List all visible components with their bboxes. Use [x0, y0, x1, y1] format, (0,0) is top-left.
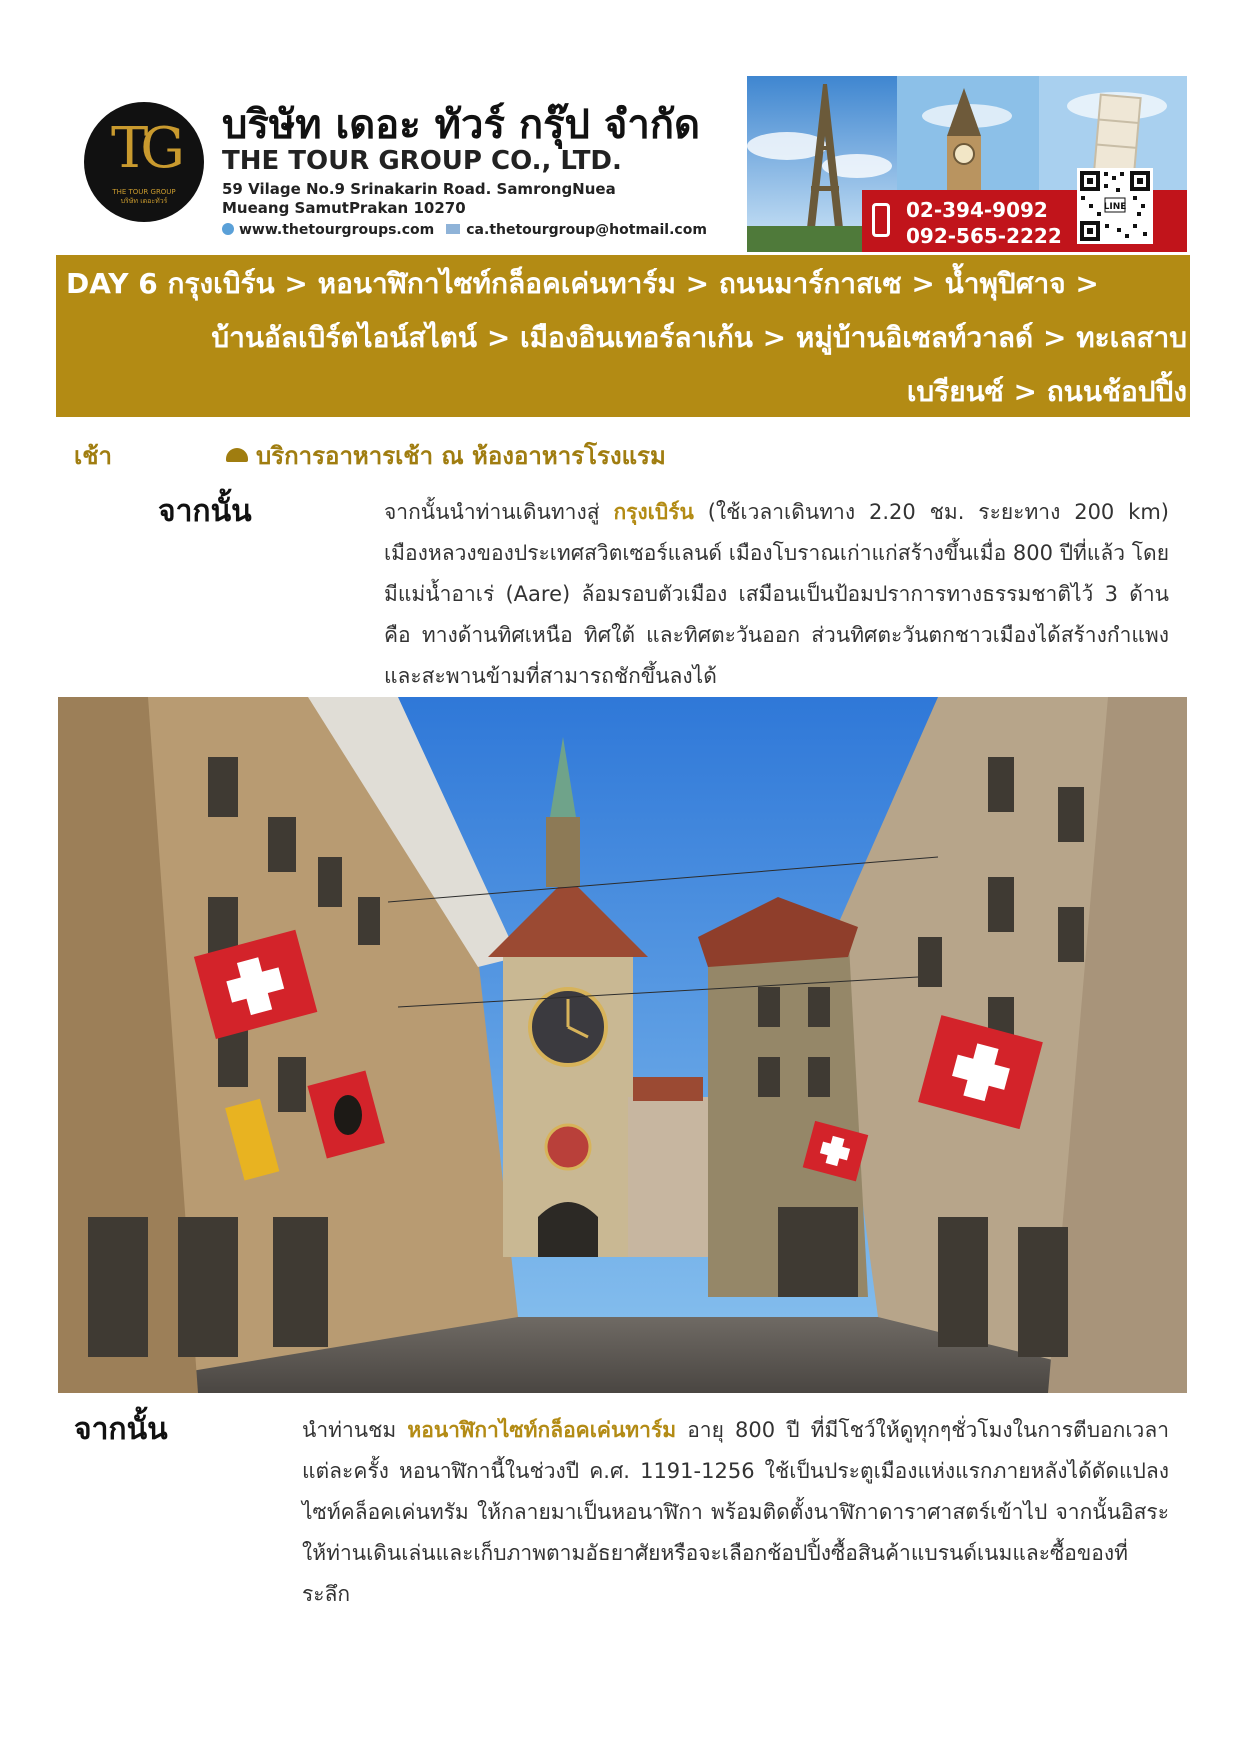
section-1-label: จากนั้น [158, 494, 252, 529]
company-logo [84, 102, 204, 222]
line-qr-code[interactable] [1077, 168, 1153, 244]
section-2-highlight: หอนาฬิกาไซท์กล็อคเค่นทาร์ม [407, 1418, 677, 1442]
breakfast-info [226, 436, 666, 475]
section-1-text-after: (ใช้เวลาเดินทาง 2.20 ชม. ระยะทาง 200 km) เมืองหลวงของประเทศสวิตเซอร์แลนด์ เมืองโบราณเก่าแก่สร้างขึ้นเมื่อ 800 ปีที่แล้ว โดยมีแม่น้ำอาเร่ (Aare) ล้อมรอบตัวเมือง เสมือนเป็นป้อมปราการทางธรรมชาติไว้ 3 ด้าน คือ ทางด้านทิศเหนือ ทิศใต้ และทิศตะวันออก ส่วนทิศตะวันตกชาวเมืองได้สร้างกำแพง และสะพานข้ามที่สามารถชักขึ้นลงได้ [384, 500, 1169, 688]
globe-icon [222, 223, 234, 235]
company-name-thai: บริษัท เดอะ ทัวร์ กรุ๊ป จำกัด [222, 102, 700, 148]
logo-text: TG [110, 116, 178, 181]
section-1-text-before: จากนั้นนำท่านเดินทางสู่ [384, 500, 614, 524]
section-2-paragraph [302, 1410, 1169, 1615]
logo-subtext: THE TOUR GROUP บริษัท เดอะทัวร์ [112, 188, 176, 205]
contact-line [222, 222, 707, 238]
website-link[interactable]: www.thetourgroups.com [239, 222, 435, 238]
email-link[interactable]: ca.thetourgroup@hotmail.com [466, 222, 707, 238]
company-name-english: THE TOUR GROUP CO., LTD. [222, 146, 622, 176]
section-2-text-after: อายุ 800 ปี ที่มีโชว์ให้ดูทุกๆชั่วโมงในการตีบอกเวลาแต่ละครั้ง หอนาฬิกานี้ในช่วงปี ค.ศ. 1191-1256 ใช้เป็นประตูเมืองแห่งแรกภายหลังได้ดัดแปลงไซท์คล็อคเค่นทรัม ให้กลายมาเป็นหอนาฬิกา พร้อมติดตั้งนาฬิกาดาราศาสตร์เข้าไป จากนั้นอิสระให้ท่านเดินเล่นและเก็บภาพตามอัธยาศัยหรือจะเลือกช้อปปิ้งซื้อสินค้าแบรนด์เนมและซื้อของที่ระลึก [302, 1418, 1169, 1606]
address-line-2: Mueang SamutPrakan 10270 [222, 199, 466, 217]
day-title-line-2: บ้านอัลเบิร์ตไอน์สไตน์ > เมืองอินเทอร์ลาเก้น > หมู่บ้านอิเซลท์วาลด์ > ทะเลสาบ [211, 321, 1187, 354]
day-title-line-1: DAY 6 กรุงเบิร์น > หอนาฬิกาไซท์กล็อคเค่นทาร์ม > ถนนมาร์กาสเซ > น้ำพุปิศาจ > [66, 267, 1099, 300]
address-line-1: 59 Vilage No.9 Srinakarin Road. SamrongNuea [222, 180, 616, 198]
street-scene-illustration [58, 697, 1187, 1393]
phone-number-2[interactable]: 092-565-2222 [906, 224, 1062, 248]
section-2-label: จากนั้น [74, 1412, 168, 1447]
qr-code-icon [1077, 168, 1153, 244]
section-1-paragraph [384, 492, 1169, 697]
phone-icon [872, 203, 890, 237]
mail-icon [446, 224, 460, 234]
dish-icon [226, 448, 248, 462]
section-1-highlight: กรุงเบิร์น [613, 500, 694, 524]
qr-label: LINE [1103, 202, 1127, 212]
section-2-text-before: นำท่านชม [302, 1418, 408, 1442]
meal-time-label: เช้า [74, 442, 112, 470]
phone-number-1[interactable]: 02-394-9092 [906, 198, 1048, 222]
breakfast-text: บริการอาหารเช้า ณ ห้องอาหารโรงแรม [256, 442, 666, 470]
day-title-line-3: เบรียนซ์ > ถนนช้อปปิ้ง [906, 375, 1187, 408]
bern-clock-tower-photo [58, 697, 1187, 1393]
